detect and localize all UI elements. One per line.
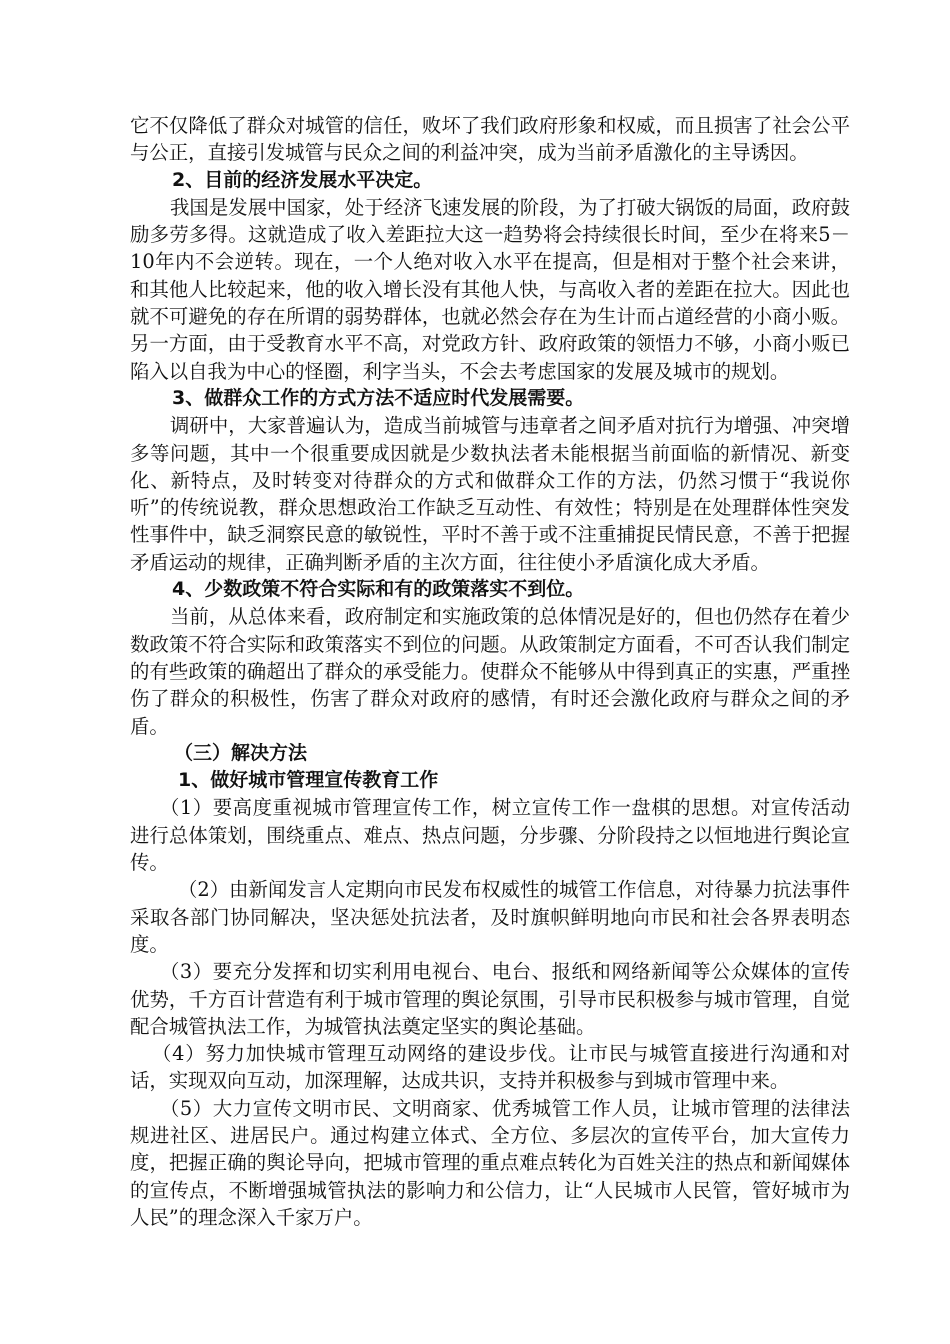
- heading-policy-issues: 4、少数政策不符合实际和有的政策落实不到位。: [172, 578, 585, 601]
- section-heading-solutions: （三）解决方法: [174, 741, 308, 764]
- heading-economic-level: 2、目前的经济发展水平决定。: [172, 168, 433, 191]
- list-item-5: （5）大力宣传文明市民、文明商家、优秀城管工作人员，让城市管理的法律法规进社区、进居民户。通过构建立体式、全方位、多层次的宣传平台，加大宣传力度，把握正确的舆论导向，把城市管理的重点难点转化为百姓关注的热点和新闻媒体的宣传点，不断增强城管执法的影响力和公信力，让“人民城市人民管，管好城市为人民”的理念深入千家万户。: [130, 1096, 850, 1229]
- list-item-2: （2）由新闻发言人定期向市民发布权威性的城管工作信息，对待暴力抗法事件采取各部门协同解决，坚决惩处抗法者，及时旗帜鲜明地向市民和社会各界表明态度。: [130, 878, 850, 956]
- paragraph-economic-level: 我国是发展中国家，处于经济飞速发展的阶段，为了打破大锅饭的局面，政府鼓励多劳多得。这就造成了收入差距拉大这一趋势将会持续很长时间，至少在将来5－10年内不会逆转。现在，一个人绝对收入水平在提高，但是相对于整个社会来讲，和其他人比较起来，他的收入增长没有其他人快，与高收入者的差距在拉大。因此也就不可避免的存在所谓的弱势群体，也就必然会存在为生计而占道经营的小商小贩。另一方面，由于受教育水平不高，对党政方针、政府政策的领悟力不够，小商小贩已陷入以自我为中心的怪圈，利字当头，不会去考虑国家的发展及城市的规划。: [130, 195, 850, 383]
- paragraph-policy-issues: 当前，从总体来看，政府制定和实施政策的总体情况是好的，但也仍然存在着少数政策不符合实际和政策落实不到位的问题。从政策制定方面看，不可否认我们制定的有些政策的确超出了群众的承受能力。使群众不能够从中得到真正的实惠，严重挫伤了群众的积极性，伤害了群众对政府的感情，有时还会激化政府与群众之间的矛盾。: [130, 605, 850, 738]
- heading-publicity-education: 1、做好城市管理宣传教育工作: [178, 769, 439, 792]
- list-item-4: （4）努力加快城市管理互动网络的建设步伐。让市民与城管直接进行沟通和对话，实现双向互动，加深理解，达成共识，支持并积极参与到城市管理中来。: [130, 1042, 850, 1093]
- document-page: [130, 112, 850, 1231]
- paragraph-intro-continuation: 它不仅降低了群众对城管的信任，败坏了我们政府形象和权威，而且损害了社会公平与公正，直接引发城管与民众之间的利益冲突，成为当前矛盾激化的主导诱因。: [130, 114, 850, 165]
- list-item-1: （1）要高度重视城市管理宣传工作，树立宣传工作一盘棋的思想。对宣传活动进行总体策划，围绕重点、难点、热点问题，分步骤、分阶段持之以恒地进行舆论宣传。: [130, 796, 850, 875]
- list-item-3: （3）要充分发挥和切实利用电视台、电台、报纸和网络新闻等公众媒体的宣传优势，千方百计营造有利于城市管理的舆论氛围，引导市民积极参与城市管理，自觉配合城管执法工作，为城管执法奠定坚实的舆论基础。: [130, 960, 850, 1038]
- heading-work-methods: 3、做群众工作的方式方法不适应时代发展需要。: [172, 386, 585, 409]
- paragraph-work-methods: 调研中，大家普遍认为，造成当前城管与违章者之间矛盾对抗行为增强、冲突增多等问题，其中一个很重要成因就是少数执法者未能根据当前面临的新情况、新变化、新特点，及时转变对待群众的方式和做群众工作的方法，仍然习惯于“我说你听”的传统说教，群众思想政治工作缺乏互动性、有效性；特别是在处理群体性突发性事件中，缺乏洞察民意的敏锐性，平时不善于或不注重捕捉民情民意，不善于把握矛盾运动的规律，正确判断矛盾的主次方面，往往使小矛盾演化成大矛盾。: [130, 414, 850, 574]
